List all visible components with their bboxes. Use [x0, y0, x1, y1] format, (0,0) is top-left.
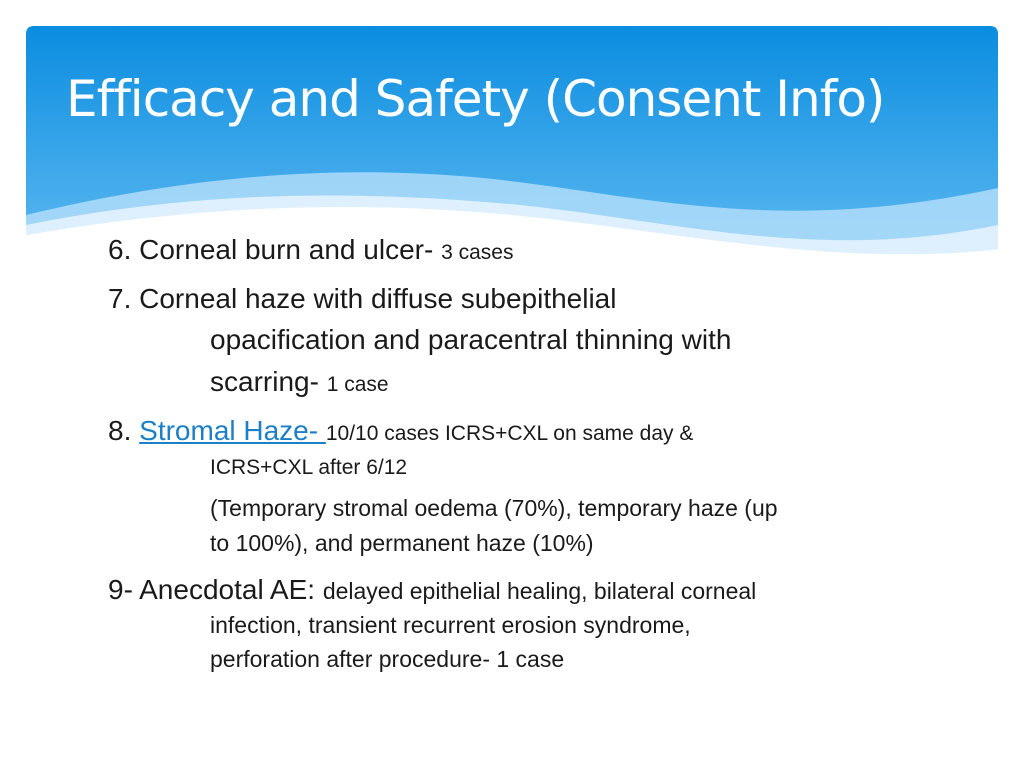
item-7-line2: opacification and paracentral thinning with — [210, 324, 732, 355]
stromal-haze-link[interactable]: Stromal Haze- — [139, 415, 326, 446]
item-8-note1: (Temporary stromal oedema (70%), temporary haze (up — [210, 495, 778, 521]
header-banner — [0, 0, 1024, 260]
item-9-detail3: perforation after procedure- 1 case — [210, 646, 565, 672]
item-8-detail1: 10/10 cases ICRS+CXL on same day & — [325, 422, 694, 445]
item-7-line1: 7. Corneal haze with diffuse subepithelial — [108, 283, 617, 314]
item-9-detail1: delayed epithelial healing, bilateral corneal — [322, 578, 757, 604]
item-6-lead: 6. Corneal burn and ulcer- — [108, 234, 442, 265]
item-9-detail2: infection, transient recurrent erosion syndrome, — [210, 612, 691, 638]
item-8-detail2: ICRS+CXL after 6/12 — [210, 456, 408, 479]
list-item-8 — [108, 417, 693, 445]
item-6-detail: 3 cases — [441, 241, 514, 264]
list-item-6 — [108, 236, 513, 264]
slide-title: Efficacy and Safety (Consent Info) — [66, 70, 885, 128]
item-9-lead: 9- Anecdotal AE: — [108, 574, 323, 605]
item-8-note2: to 100%), and permanent haze (10%) — [210, 530, 594, 556]
item-7-lead: scarring- — [210, 366, 327, 397]
list-item-9 — [108, 576, 756, 604]
item-8-number: 8. — [108, 415, 140, 446]
item-7-detail: 1 case — [326, 373, 389, 396]
item-7-line3 — [210, 368, 389, 396]
